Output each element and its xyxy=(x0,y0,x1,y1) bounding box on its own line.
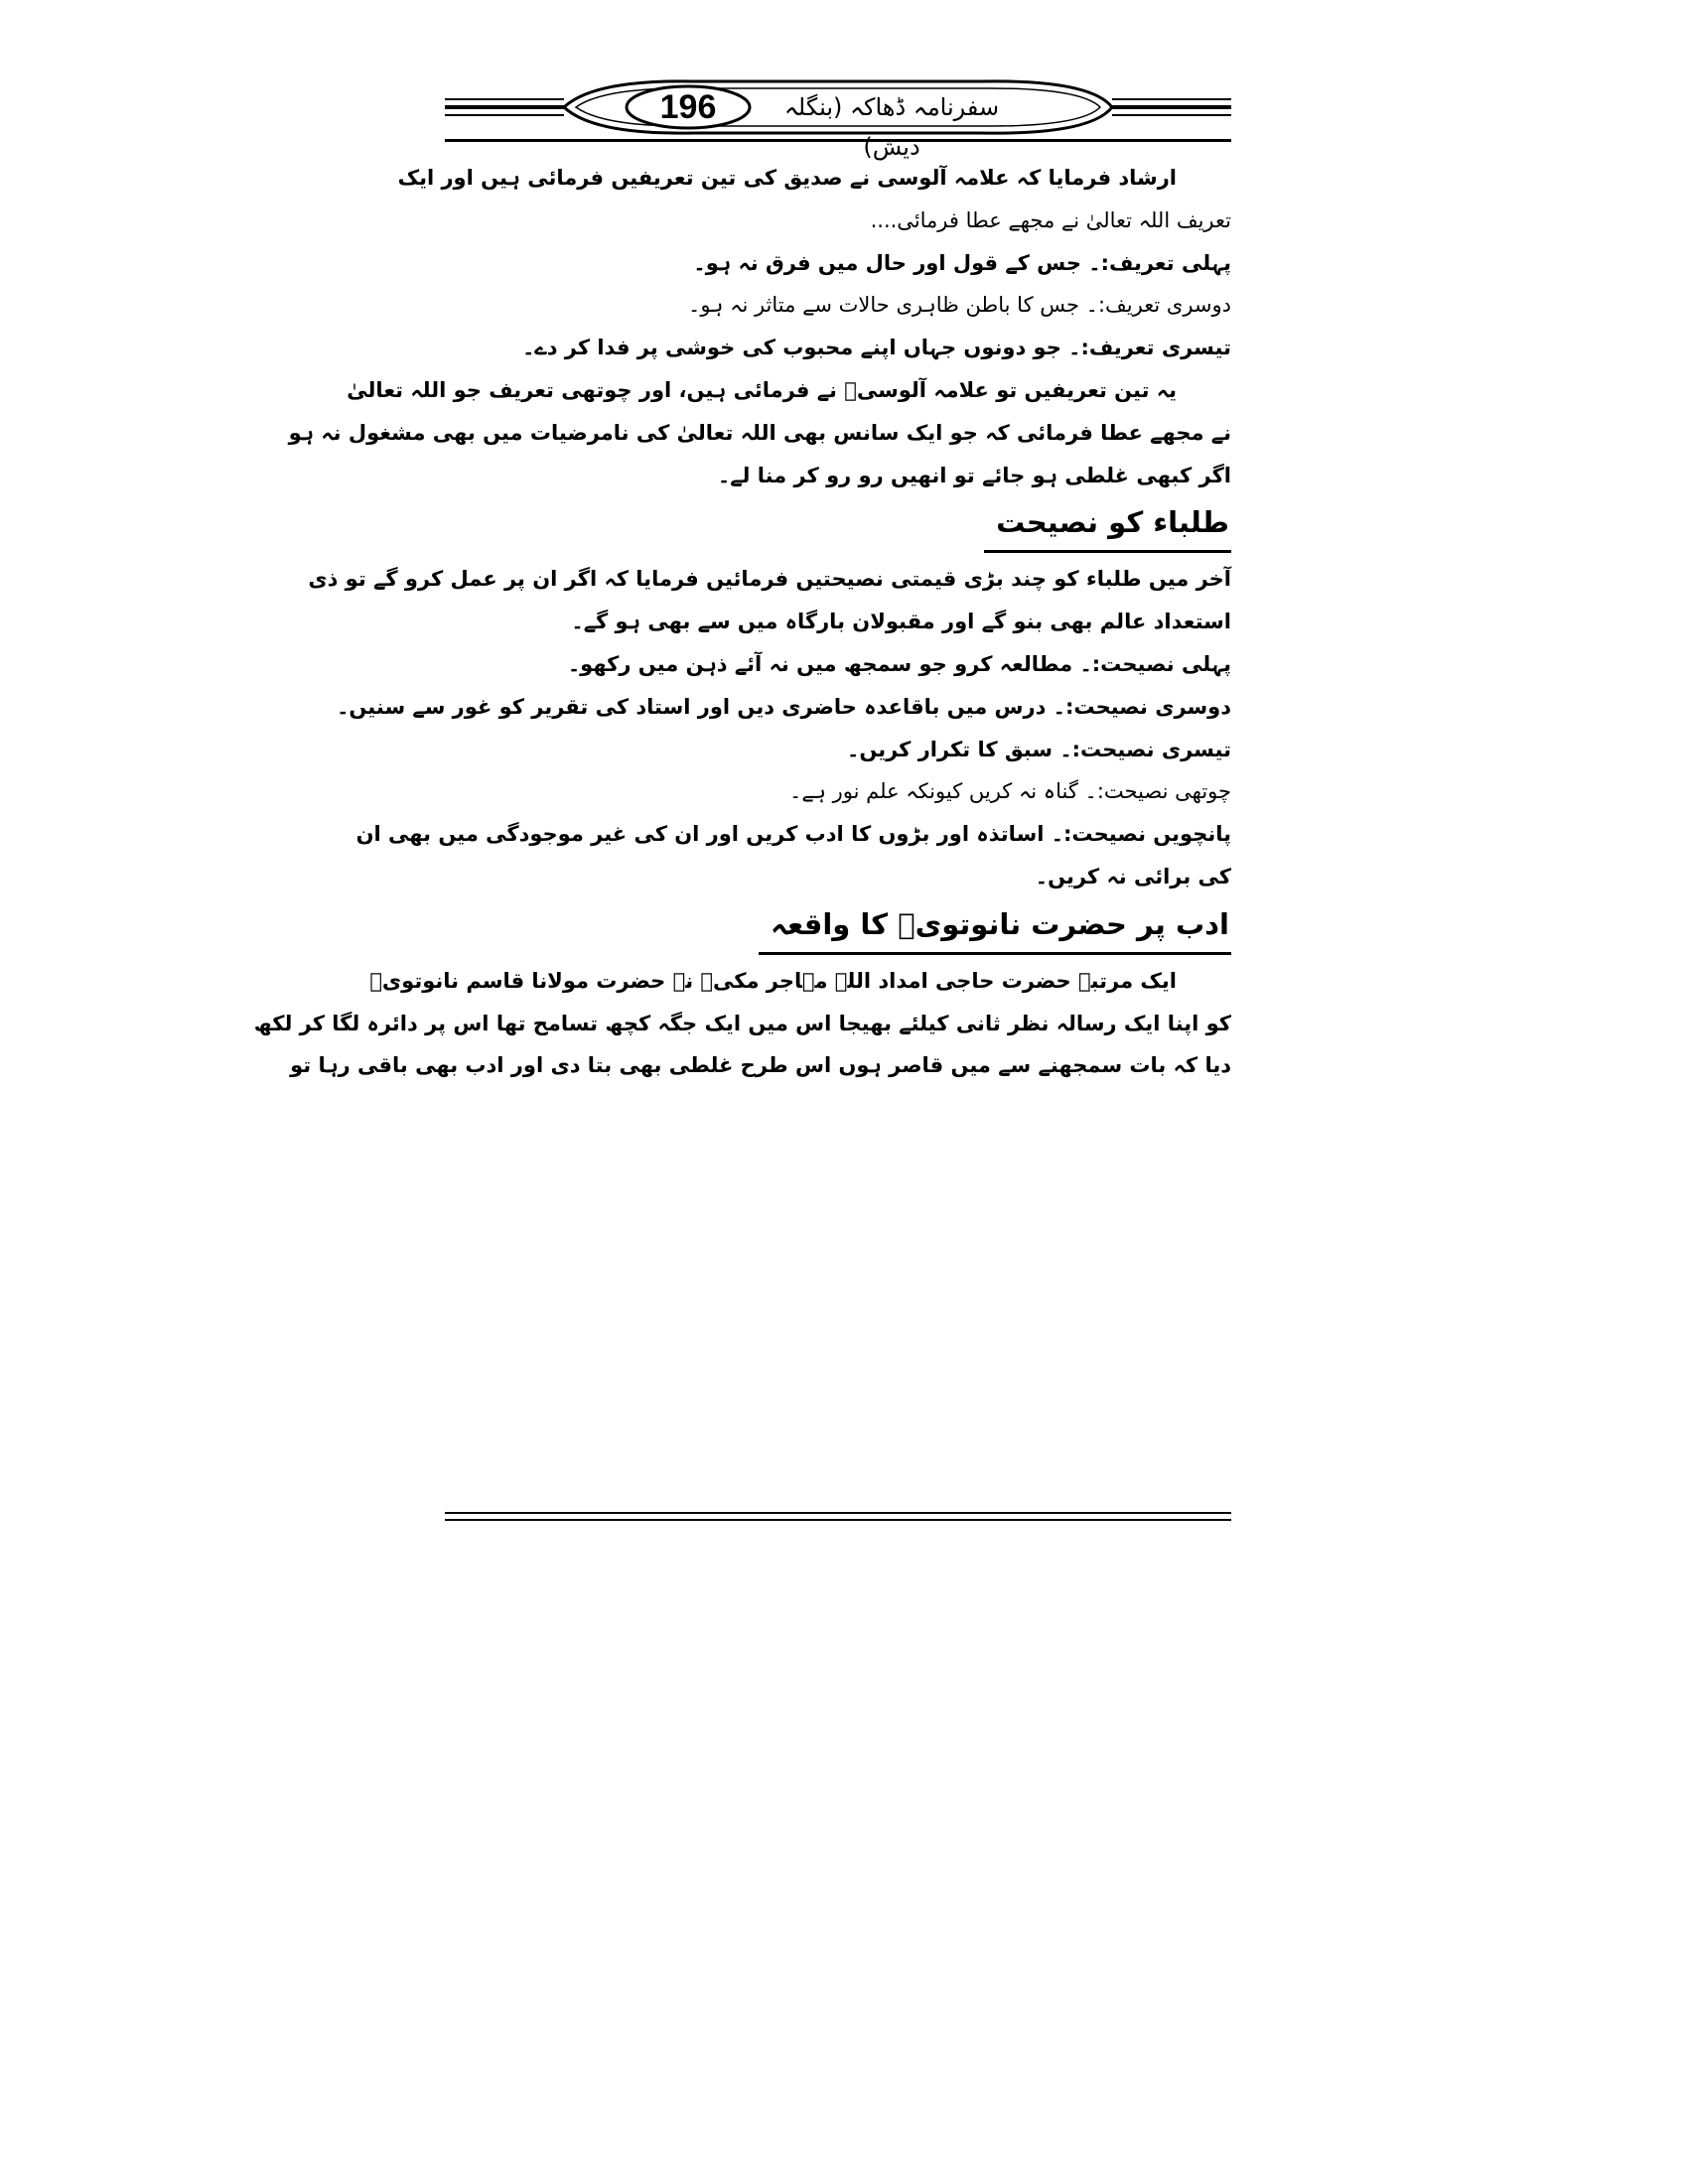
text-line: یہ تین تعریفیں تو علامہ آلوسیؒ نے فرمائی ہیں، اور چوتھی تعریف جو اللہ تعالیٰ xyxy=(347,377,1177,402)
page-header xyxy=(445,77,1231,161)
text-line: پہلی نصیحت:۔ مطالعہ کرو جو سمجھ میں نہ آئے ذہن میں رکھو۔ xyxy=(567,651,1231,676)
section-heading-row xyxy=(445,898,1231,960)
page-number: 196 xyxy=(659,88,717,126)
text-line: آخر میں طلباء کو چند بڑی قیمتی نصیحتیں فرمائیں فرمایا کہ اگر ان پر عمل کرو گے تو ذی xyxy=(308,567,1231,592)
text-line: تعریف اللہ تعالیٰ نے مجھے عطا فرمائی.... xyxy=(870,207,1231,232)
page-body xyxy=(253,157,1231,1497)
header-rule xyxy=(445,139,1231,142)
text-line: استعداد عالم بھی بنو گے اور مقبولان بارگاہ میں سے بھی ہو گے۔ xyxy=(571,610,1231,634)
text-line: تیسری نصیحت:۔ سبق کا تکرار کریں۔ xyxy=(847,737,1231,761)
text-line: دوسری تعریف:۔ جس کا باطن ظاہری حالات سے متاثر نہ ہو۔ xyxy=(688,293,1231,318)
footer-rule xyxy=(445,1519,1231,1521)
section-heading-row xyxy=(445,496,1231,558)
text-line: پانچویں نصیحت:۔ اساتذہ اور بڑوں کا ادب کریں اور ان کی غیر موجودگی میں بھی ان xyxy=(355,822,1231,847)
text-line: کو اپنا ایک رسالہ نظر ثانی کیلئے بھیجا اس میں ایک جگہ کچھ تسامح تھا اس پر دائرہ لگا کر لکھ xyxy=(253,1011,1231,1035)
text-line: دوسری نصیحت:۔ درس میں باقاعدہ حاضری دیں اور استاد کی تقریر کو غور سے سنیں۔ xyxy=(337,694,1231,719)
text-line: ارشاد فرمایا کہ علامہ آلوسی نے صدیق کی تین تعریفیں فرمائی ہیں اور ایک xyxy=(397,166,1177,190)
section-heading: ادب پر حضرت نانوتویؒ کا واقعہ xyxy=(759,898,1231,955)
section-heading: طلباء کو نصیحت xyxy=(984,496,1231,553)
running-title: سفرنامہ ڈھاکہ (بنگلہ دیش) xyxy=(783,93,1000,161)
text-line: تیسری تعریف:۔ جو دونوں جہاں اپنے محبوب کی خوشی پر فدا کر دے۔ xyxy=(522,336,1231,360)
text-line: نے مجھے عطا فرمائی کہ جو ایک سانس بھی اللہ تعالیٰ کی نامرضیات میں بھی مشغول نہ ہو xyxy=(288,420,1231,445)
text-line: چوتھی نصیحت:۔ گناہ نہ کریں کیونکہ علم نور ہے۔ xyxy=(789,779,1231,804)
footer-rule xyxy=(445,1512,1231,1514)
text-line: دیا کہ بات سمجھنے سے میں قاصر ہوں اس طرح غلطی بھی بتا دی اور ادب بھی باقی رہا تو xyxy=(290,1053,1231,1078)
text-line: ایک مرتبہ حضرت حاجی امداد اللہ مہاجر مکیؒ نے حضرت مولانا قاسم نانوتویؒ xyxy=(369,968,1177,993)
text-line: پہلی تعریف:۔ جس کے قول اور حال میں فرق نہ ہو۔ xyxy=(693,250,1231,275)
text-line: اگر کبھی غلطی ہو جائے تو انھیں رو رو کر منا لے۔ xyxy=(717,463,1231,487)
text-line: کی برائی نہ کریں۔ xyxy=(1035,864,1231,888)
